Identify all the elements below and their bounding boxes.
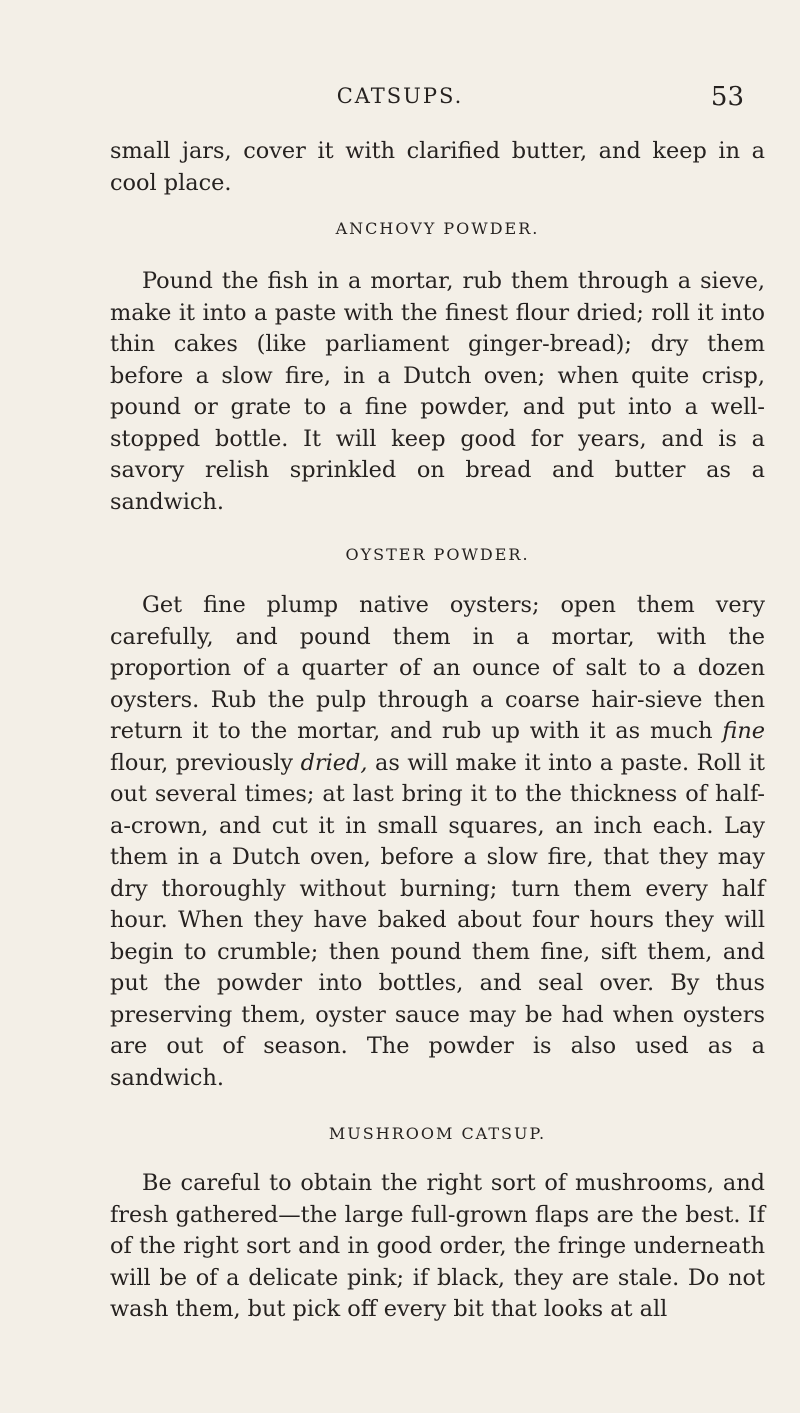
continuation-text: small jars, cover it with clarified butter, and keep in a cool place.	[110, 138, 765, 196]
oyster-emphasis-dried: dried,	[300, 749, 368, 776]
mushroom-catsup-text: Be careful to obtain the right sort of mushrooms, and fresh gathered—the large full-grown flaps are the best. If of the right sort and in good order, the fringe underneath will be of a delicate pink; if black, they are stale. Do not wash them, but pick off every bit that looks at all	[110, 1170, 765, 1322]
section-heading-oyster-powder: OYSTER POWDER.	[345, 545, 530, 564]
oyster-powder-text	[110, 590, 765, 1094]
continuation-paragraph	[110, 136, 765, 199]
anchovy-powder-text: Pound the fish in a mortar, rub them through a sieve, make it into a paste with the finest flour dried; roll it into thin cakes (like parliament ginger-bread); dry them before a slow fire, in a Dutch oven; when quite crisp, pound or grate to a fine powder, and put into a well-stopped bottle. It will keep good for years, and is a savory relish sprinkled on bread and butter as a sandwich.	[110, 268, 765, 515]
section-heading-mushroom-catsup: MUSHROOM CATSUP.	[328, 1124, 547, 1143]
oyster-text-part-a: Get fine plump native oysters; open them very carefully, and pound them in a mortar, with the proportion of a quarter of an ounce of salt to a dozen oysters. Rub the pulp through a coarse hair-sieve then return it to the mortar, and rub up with it as much	[110, 592, 765, 744]
oyster-emphasis-fine: fine	[722, 718, 765, 744]
mushroom-catsup-paragraph	[110, 1168, 765, 1326]
section-heading-anchovy-powder: ANCHOVY POWDER.	[335, 219, 540, 238]
oyster-text-part-c: as will make it into a paste. Roll it out several times; at last bring it to the thickness of half-a-crown, and cut it in small squares, an inch each. Lay them in a Dutch oven, before a slow fire, that they may dry thoroughly without burning; turn them every half hour. When they have baked about four hours they will begin to crumble; then pound them fine, sift them, and put the powder into bottles, and seal over. By thus preserving them, oyster sauce may be had when oysters are out of season. The powder is also used as a sandwich.	[110, 749, 765, 1091]
anchovy-powder-paragraph	[110, 266, 765, 518]
oyster-text-part-b: flour, previously	[110, 749, 294, 776]
running-title: CATSUPS.	[336, 84, 464, 108]
oyster-powder-paragraph	[110, 590, 765, 1094]
page-number: 53	[710, 82, 744, 112]
page-header	[0, 78, 800, 118]
